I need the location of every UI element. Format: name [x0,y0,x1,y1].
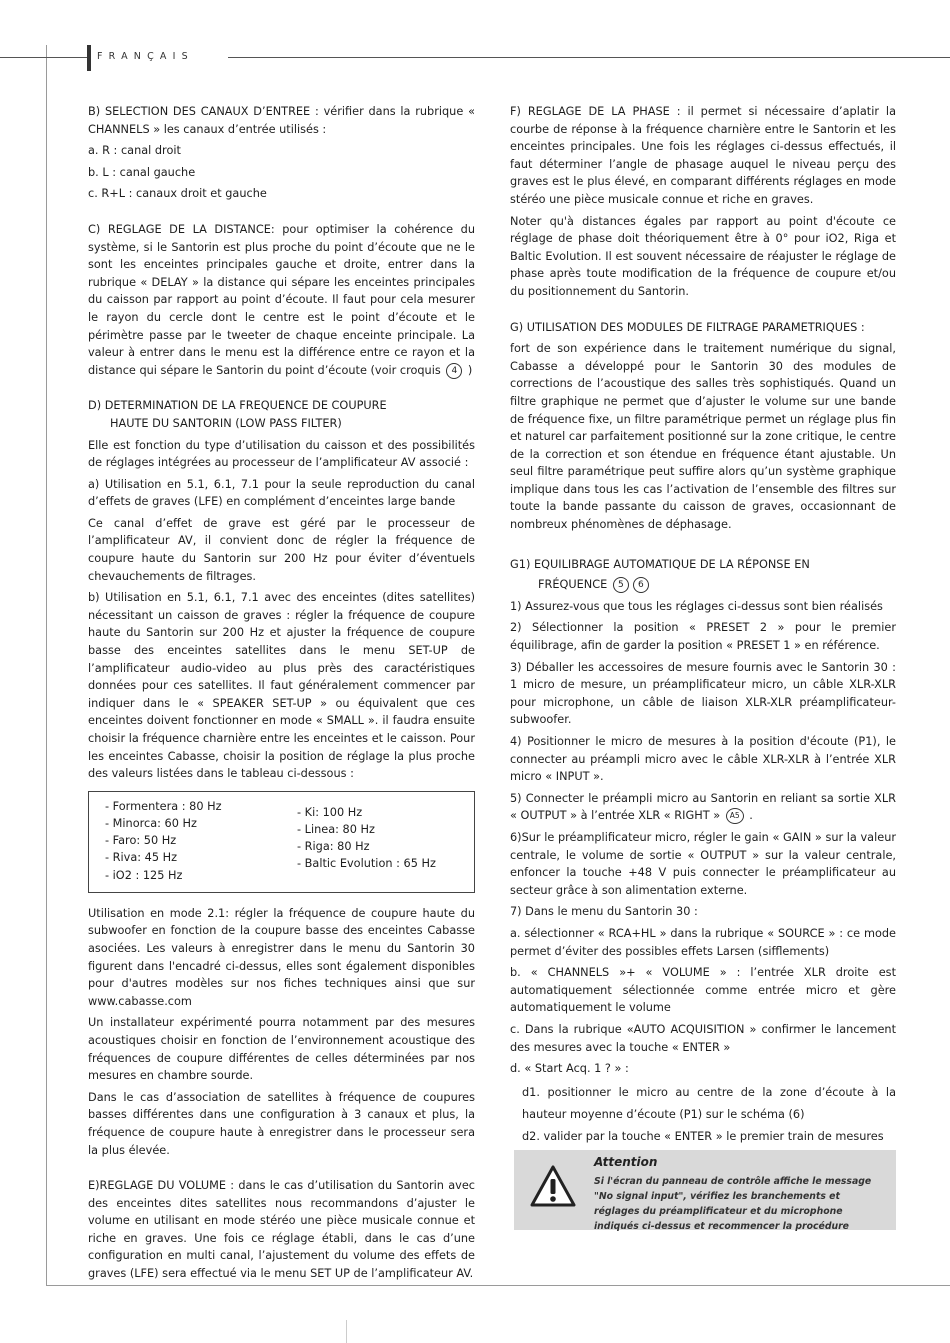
value-item: - iO2 : 125 Hz [105,868,183,882]
value-item: - Riga: 80 Hz [297,840,370,854]
header-rule-left [0,57,88,58]
section-b-title: B) SELECTION DES CANAUX D’ENTREE : [88,105,319,118]
section-g1-title-2 [510,576,896,594]
step-item: d1. positionner le micro au centre de la zone d’écoute à la hauteur moyenne d’écoute (P1) sur le schéma (6) [522,1085,896,1121]
section-c-title: C) REGLAGE DE LA DISTANCE: [88,222,275,236]
section-e-text: dans le cas d’utilisation du Santorin avec des enceintes dites satellites nous recommandons d’ajuster le volume en utilisant en mode stéréo une pièce musicale connue et riche en graves. Une fois ce réglage établi, dans le cas d’une configuration en multi canal, l’ajustement du volume des effets de graves (LFE) sera effectué via le menu SET UP de l’amplificateur AV. [88,1179,475,1281]
list-item: b. L : canal gauche [88,165,196,179]
paragraph: fort de son expérience dans le traitement numérique du signal, Cabasse a développé pour le Santorin 30 des modules de corrections de l’acoustique des salles très sophistiqués. Quand un filtre graphique ne permet que d’ajuster le volume sur une bande de fréquence fixe, un filtre paramétrique permet un réglage plus fin et naturel car parfaitement positionné sur la zone critique, le centre de la correction et son étendue en fréquence étant ajustable. Un seul filtre paramétrique peut suffire alors qu’un système graphique implique dans tous les cas l’activation de l’ensemble des filtres sur toute la bande passante du caisson de graves, occasionnant de nombreux phénomènes de déphasage. [510,342,896,532]
page-frame-bottom [46,1285,950,1286]
section-c [88,221,475,379]
values-column-1 [105,798,222,884]
section-c-text: pour optimiser la cohérence du système, si le Santorin est plus proche du point d’écoute que ne le sont les enceintes principales gauche et droite, entrer dans la rubrique « DELAY » la distance qui sépare les enceintes principales du caisson par rapport au point d’écoute. Il faut pour cela mesurer le rayon du cercle dont le centre est le point d’écoute et le périmètre passe par le tweeter de chaque enceinte principale. La valeur à entrer dans le menu est la différence entre ce rayon et la distance qui sépare le Santorin du point d’écoute (voir croquis [88,222,475,377]
attention-title: Attention [594,1155,658,1169]
values-column-2 [297,804,436,873]
value-item: - Linea: 80 Hz [297,822,375,836]
step-item: 6)Sur le préamplificateur micro, régler le gain « GAIN » sur la valeur centrale, le volume de sortie « OUTPUT » sur la valeur centrale, enfoncer la touche +48 V puis connecter le préamplificateur au secteur grâce à son alimentation externe. [510,830,896,897]
crossover-values-box [88,791,475,893]
section-f [510,103,896,209]
language-label: FRANÇAIS [97,51,194,62]
step-item: c. Dans la rubrique «AUTO ACQUISITION » confirmer le lancement des mesures avec la touche « ENTER » [510,1022,896,1054]
connector-ref-badge: A5 [726,808,744,824]
step-item: 3) Déballer les accessoires de mesure fournis avec le Santorin 30 : 1 micro de mesure, un préamplificateur micro, un câble XLR-XLR pour microphone, un câble de liaison XLR-XLR préamplificateur-subwoofer. [510,660,896,727]
section-b [88,103,475,138]
page-crop-mark [346,1320,347,1343]
paragraph: Elle est fonction du type d’utilisation du caisson et des possibilités de réglages intégrées au processeur de l’amplificateur AV associé : [88,438,475,470]
step-item: 1) Assurez-vous que tous les réglages ci-dessus sont bien réalisés [510,599,883,613]
paragraph: b) Utilisation en 5.1, 6.1, 7.1 avec des enceintes (dites satellites) nécessitant un caisson de graves : régler la fréquence de coupure haute du Santorin sur 200 Hz et ajuster la fréquence de coupure basse des enceintes satellites dans le menu SET-UP de l’amplificateur audio-video au plus près des caractéristiques données pour ces satellites. Il faut généralement commencer par indiquer dans le « SPEAKER SET-UP » ou équivalent que ces enceintes doivent fonctionner en mode « SMALL ». il faudra ensuite choisir la fréquence charnière entre les enceintes et le caisson. Pour les enceintes Cabasse, choisir la position de réglage la plus proche des valeurs listées dans le tableau ci-dessous : [88,591,475,781]
sketch-ref-badge: 5 [613,577,629,593]
step-5-text: 5) Connecter le préampli micro au Santorin en reliant sa sortie XLR « OUTPUT » à l’entrée XLR « RIGHT » [510,791,896,823]
attention-box [514,1150,896,1230]
sketch-ref-badge: 4 [446,363,462,379]
value-item: - Ki: 100 Hz [297,805,363,819]
section-g1-title-word: FRÉQUENCE [538,578,608,592]
section-f-title: F) REGLAGE DE LA PHASE : [510,105,681,118]
left-column [88,103,475,1283]
paragraph: Dans le cas d’association de satellites à fréquence de coupures basses différentes dans une configuration à 3 canaux et plus, la fréquence de coupure haute à enregistrer dans le processeur sera la plus élevée. [88,1090,475,1157]
step-item: 4) Positionner le micro de mesures à la position d'écoute (P1), le connecter au préampli micro avec le câble XLR-XLR à l’entrée XLR micro « INPUT ». [510,735,896,784]
warning-triangle-icon [529,1164,577,1208]
step-item [510,790,896,825]
right-column [510,103,896,1148]
step-item: b. « CHANNELS »+ « VOLUME » : l’entrée XLR droite est automatiquement sélectionnée comme entrée micro et gère automatiquement le volume [510,966,896,1015]
sketch-ref-badge: 6 [633,577,649,593]
value-item: - Riva: 45 Hz [105,851,178,865]
section-g1-title: G1) EQUILIBRAGE AUTOMATIQUE DE LA RÉPONSE EN [510,557,810,571]
section-f-text: il permet si nécessaire d’aplatir la courbe de réponse à la fréquence charnière entre le Santorin et les enceintes principales. Une fois les réglages ci-dessus effectués, il faut déterminer l’angle de phasage auquel le niveau perçu des graves est le plus élevé, en comparant différents réglages en mode stéréo une pièce musicale connue et riche en graves. [510,105,896,206]
step-item: 2) Sélectionner la position « PRESET 2 » pour le premier équilibrage, afin de garder la position « PRESET 1 » en référence. [510,621,896,653]
step-5-end: . [745,809,753,823]
section-e-title: E)REGLAGE DU VOLUME : [88,1179,235,1193]
paragraph: Noter qu'à distances égales par rapport au point d'écoute ce réglage de phase doit théoriquement être à 0° pour iO2, Riga et Baltic Evolution. Il est souvent nécessaire de réajuster le réglage de phase après toute modification de la fréquence de coupure et/ou du positionnement du Santorin. [510,214,896,298]
paren-close: ) [464,363,473,377]
page-frame-left [46,45,47,1285]
value-item: - Baltic Evolution : 65 Hz [297,857,436,871]
paragraph: Ce canal d’effet de grave est géré par le processeur de l’amplificateur AV, il convient donc de régler la fréquence de coupure haute du Santorin sur 200 Hz pour éviter d’éventuels chevauchements de filtrages. [88,516,475,583]
value-item: - Minorca: 60 Hz [105,816,197,830]
step-item: d2. valider par la touche « ENTER » le premier train de mesures [522,1129,884,1143]
section-d-title-2: HAUTE DU SANTORIN (LOW PASS FILTER) [110,416,342,430]
section-d-title: D) DETERMINATION DE LA FREQUENCE DE COUPURE [88,399,387,413]
step-item: a. sélectionner « RCA+HL » dans la rubrique « SOURCE » : ce mode permet d’éviter des possibles effets Larsen (sifflements) [510,926,896,958]
list-item: a. R : canal droit [88,144,181,158]
paragraph: Utilisation en mode 2.1: régler la fréquence de coupure haute du subwoofer en fonction de la coupure basse des enceintes Cabasse asociées. Les valeurs à enregistrer dans le menu du Santorin 30 figurent dans l'encadré ci-dessus, elles sont également disponibles pour d'autres modèles sur nos fiches techniques ainsi que sur www.cabasse.com [88,906,475,1008]
section-e [88,1177,475,1283]
step-item: d. « Start Acq. 1 ? » : [510,1062,629,1076]
list-item: c. R+L : canaux droit et gauche [88,187,267,201]
section-g-title: G) UTILISATION DES MODULES DE FILTRAGE PARAMETRIQUES : [510,320,865,334]
step-item: 7) Dans le menu du Santorin 30 : [510,905,698,919]
attention-text: Si l'écran du panneau de contrôle affiche le message "No signal input", vérifiez les branchements et réglages du préamplificateur et du microphone indiqués ci-dessus et recommencer la procédure [594,1176,872,1232]
value-item: - Formentera : 80 Hz [105,799,222,813]
paragraph: a) Utilisation en 5.1, 6.1, 7.1 pour la seule reproduction du canal d’effets de graves (LFE) en complément d’enceintes large bande [88,477,475,509]
header-bar [87,45,91,71]
value-item: - Faro: 50 Hz [105,834,177,848]
header-rule-right [228,57,950,58]
section-b-text: vérifier dans la rubrique « CHANNELS » les canaux d’entrée utilisés : [88,105,475,136]
paragraph: Un installateur expérimenté pourra notamment par des mesures acoustiques choisir en fonction de l’environnement acoustique des fréquences de coupure différentes de celles déterminées par nos mesures en chambre sourde. [88,1016,475,1083]
